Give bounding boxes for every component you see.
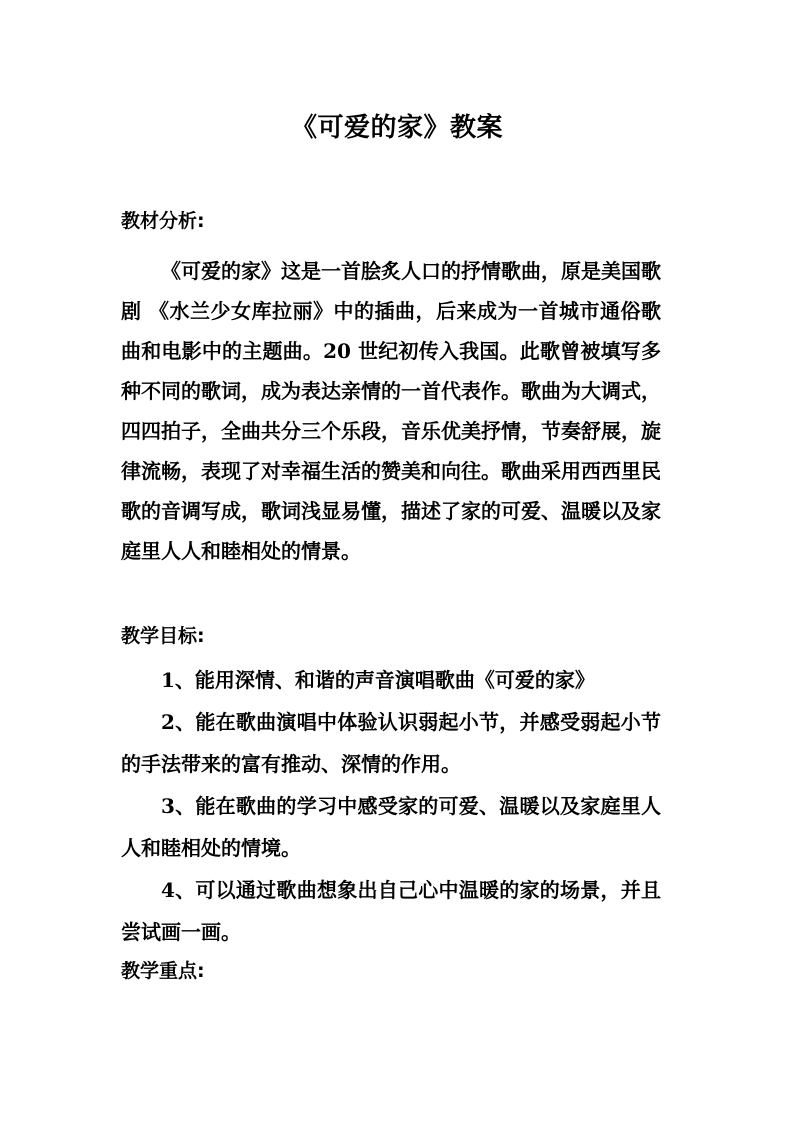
section-heading-analysis: 教材分析: bbox=[121, 210, 205, 232]
goal-item-2: 2、能在歌曲演唱中体验认识弱起小节，并感受弱起小节的手法带来的富有推动、深情的作用。 bbox=[121, 710, 661, 776]
analysis-paragraph: 《可爱的家》这是一首脍炙人口的抒情歌曲，原是美国歌剧 《水兰少女库拉丽》中的插曲，后来成为一首城市通俗歌曲和电影中的主题曲。20 世纪初传入我国。此歌曾被填写多种不同的歌词，成为表达亲情的一首代表作。歌曲为大调式，四四拍子，全曲共分三个乐段，音乐优美抒情，节奏舒展，旋律流畅，表现了对幸福生活的赞美和向往。歌曲采用西西里民歌的音调写成，歌词浅显易懂，描述了家的可爱、温暖以及家庭里人人和睦相处的情景。 bbox=[121, 259, 661, 563]
document-title: 《可爱的家》教案 bbox=[290, 113, 503, 143]
section-heading-goals: 教学目标: bbox=[121, 625, 205, 647]
goal-item-1: 1、能用深情、和谐的声音演唱歌曲《可爱的家》 bbox=[161, 668, 595, 692]
section-heading-key-points: 教学重点: bbox=[121, 960, 205, 982]
goal-item-4: 4、可以通过歌曲想象出自己心中温暖的家的场景，并且尝试画一画。 bbox=[121, 878, 661, 944]
goal-item-3: 3、能在歌曲的学习中感受家的可爱、温暖以及家庭里人人和睦相处的情境。 bbox=[121, 794, 661, 860]
